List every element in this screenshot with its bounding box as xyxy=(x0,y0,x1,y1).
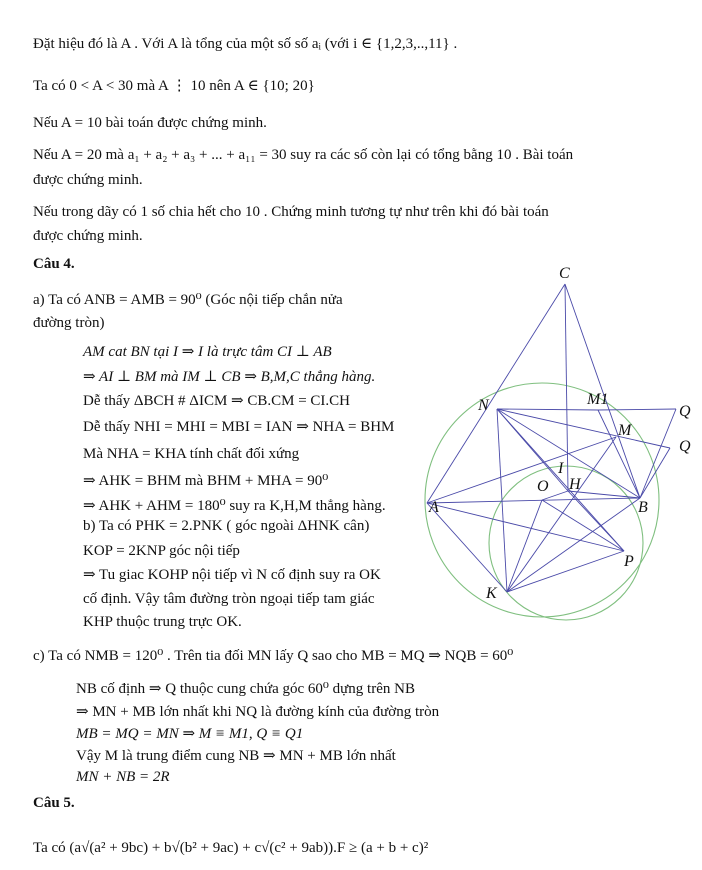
part-a-line-7: Mà NHA = KHA tính chất đối xứng xyxy=(83,446,300,462)
part-b-line-1: b) Ta có PHK = 2.PNK ( góc ngoài ΔHNK cân) xyxy=(83,518,370,534)
part-c-line-5: Vậy M là trung điểm cung NB ⇒ MN + MB lớn nhất xyxy=(76,748,396,764)
seg-q2-b xyxy=(640,448,670,498)
seg-n-q2 xyxy=(497,409,670,448)
part-c-line-1: c) Ta có NMB = 120⁰ . Trên tia đối MN lấy Q sao cho MB = MQ ⇒ NQB = 60⁰ xyxy=(33,648,514,664)
label-k: K xyxy=(486,585,497,602)
text-line-3: Nếu A = 10 bài toán được chứng minh. xyxy=(33,115,267,131)
part-c-line-2: NB cố định ⇒ Q thuộc cung chứa góc 60⁰ dựng trên NB xyxy=(76,681,415,697)
label-m: M xyxy=(618,422,632,439)
text-line-5: được chứng minh. xyxy=(33,172,143,188)
heading-cau-5: Câu 5. xyxy=(33,795,75,811)
seg-n-p xyxy=(497,409,624,551)
part-a-line-6: Dễ thấy NHI = MHI = MBI = IAN ⇒ NHA = BHM xyxy=(83,419,395,435)
part-a-line-9: ⇒ AHK + AHM = 180⁰ suy ra K,H,M thẳng hàng. xyxy=(83,498,386,514)
seg-n-m1 xyxy=(497,409,598,410)
seg-k-b xyxy=(507,498,640,592)
part-d-line-1: Ta có (a√(a² + 9bc) + b√(b² + 9ac) + c√(c² + 9ab)).F ≥ (a + b + c)² xyxy=(33,840,429,856)
label-i: I xyxy=(558,460,564,477)
part-b-line-4: cố định. Vậy tâm đường tròn ngoại tiếp tam giác xyxy=(83,591,375,607)
label-b: B xyxy=(638,499,648,516)
part-a-line-8: ⇒ AHK = BHM mà BHM + MHA = 90⁰ xyxy=(83,473,329,489)
label-h: H xyxy=(569,476,581,493)
heading-cau-4: Câu 4. xyxy=(33,256,75,272)
seg-a-b xyxy=(427,498,640,503)
label-p: P xyxy=(624,553,634,570)
circles xyxy=(425,383,659,620)
part-c-line-4: MB = MQ = MN ⇒ M ≡ M1, Q ≡ Q1 xyxy=(76,726,304,742)
label-c: C xyxy=(559,265,570,282)
label-m1: M1 xyxy=(587,391,609,408)
seg-c-a xyxy=(427,284,565,503)
label-q2: Q xyxy=(679,438,691,455)
seg-n-k xyxy=(497,409,507,592)
seg-a-k xyxy=(427,503,507,592)
part-c-line-3: ⇒ MN + MB lớn nhất khi NQ là đường kính của đường tròn xyxy=(76,704,440,720)
seg-k-p xyxy=(507,551,624,592)
text-line-1: Đặt hiệu đó là A . Với A là tổng của một số số aᵢ (với i ∈ {1,2,3,..,11} . xyxy=(33,36,458,52)
segments xyxy=(427,284,676,592)
text-line-4: Nếu A = 20 mà a₁ + a₂ + a₃ + ... + a₁₁ = 30 suy ra các số còn lại có tổng bằng 10 . Bài toán xyxy=(33,147,574,163)
figure-labels xyxy=(428,265,691,602)
seg-c-h xyxy=(565,284,568,491)
part-a-line-3: AM cat BN tại I ⇒ I là trực tâm CI ⊥ AB xyxy=(83,344,332,360)
text-line-2: Ta có 0 < A < 30 mà A ⋮ 10 nên A ∈ {10; 20} xyxy=(33,78,315,94)
part-a-line-2: đường tròn) xyxy=(33,315,105,331)
seg-n-q1 xyxy=(598,409,676,410)
part-a-line-4: ⇒ AI ⊥ BM mà IM ⊥ CB ⇒ B,M,C thẳng hàng. xyxy=(83,369,376,385)
geometry-figure xyxy=(418,255,702,640)
part-a-line-5: Dễ thấy ΔBCH # ΔICM ⇒ CB.CM = CI.CH xyxy=(83,393,351,409)
part-b-line-3: ⇒ Tu giac KOHP nội tiếp vì N cố định suy ra OK xyxy=(83,567,381,583)
part-b-line-2: KOP = 2KNP góc nội tiếp xyxy=(83,543,240,559)
part-a-line-1: a) Ta có ANB = AMB = 90⁰ (Góc nội tiếp chắn nửa xyxy=(33,292,343,308)
seg-o-k xyxy=(507,500,542,592)
part-c-line-6: MN + NB = 2R xyxy=(76,769,170,785)
label-n: N xyxy=(478,397,489,414)
label-o: O xyxy=(537,478,549,495)
label-a: A xyxy=(429,499,439,516)
text-line-6: Nếu trong dãy có 1 số chia hết cho 10 . Chứng minh tương tự như trên khi đó bài toán xyxy=(33,204,549,220)
text-line-7: được chứng minh. xyxy=(33,228,143,244)
label-q1: Q xyxy=(679,403,691,420)
part-b-line-5: KHP thuộc trung trực OK. xyxy=(83,614,242,630)
